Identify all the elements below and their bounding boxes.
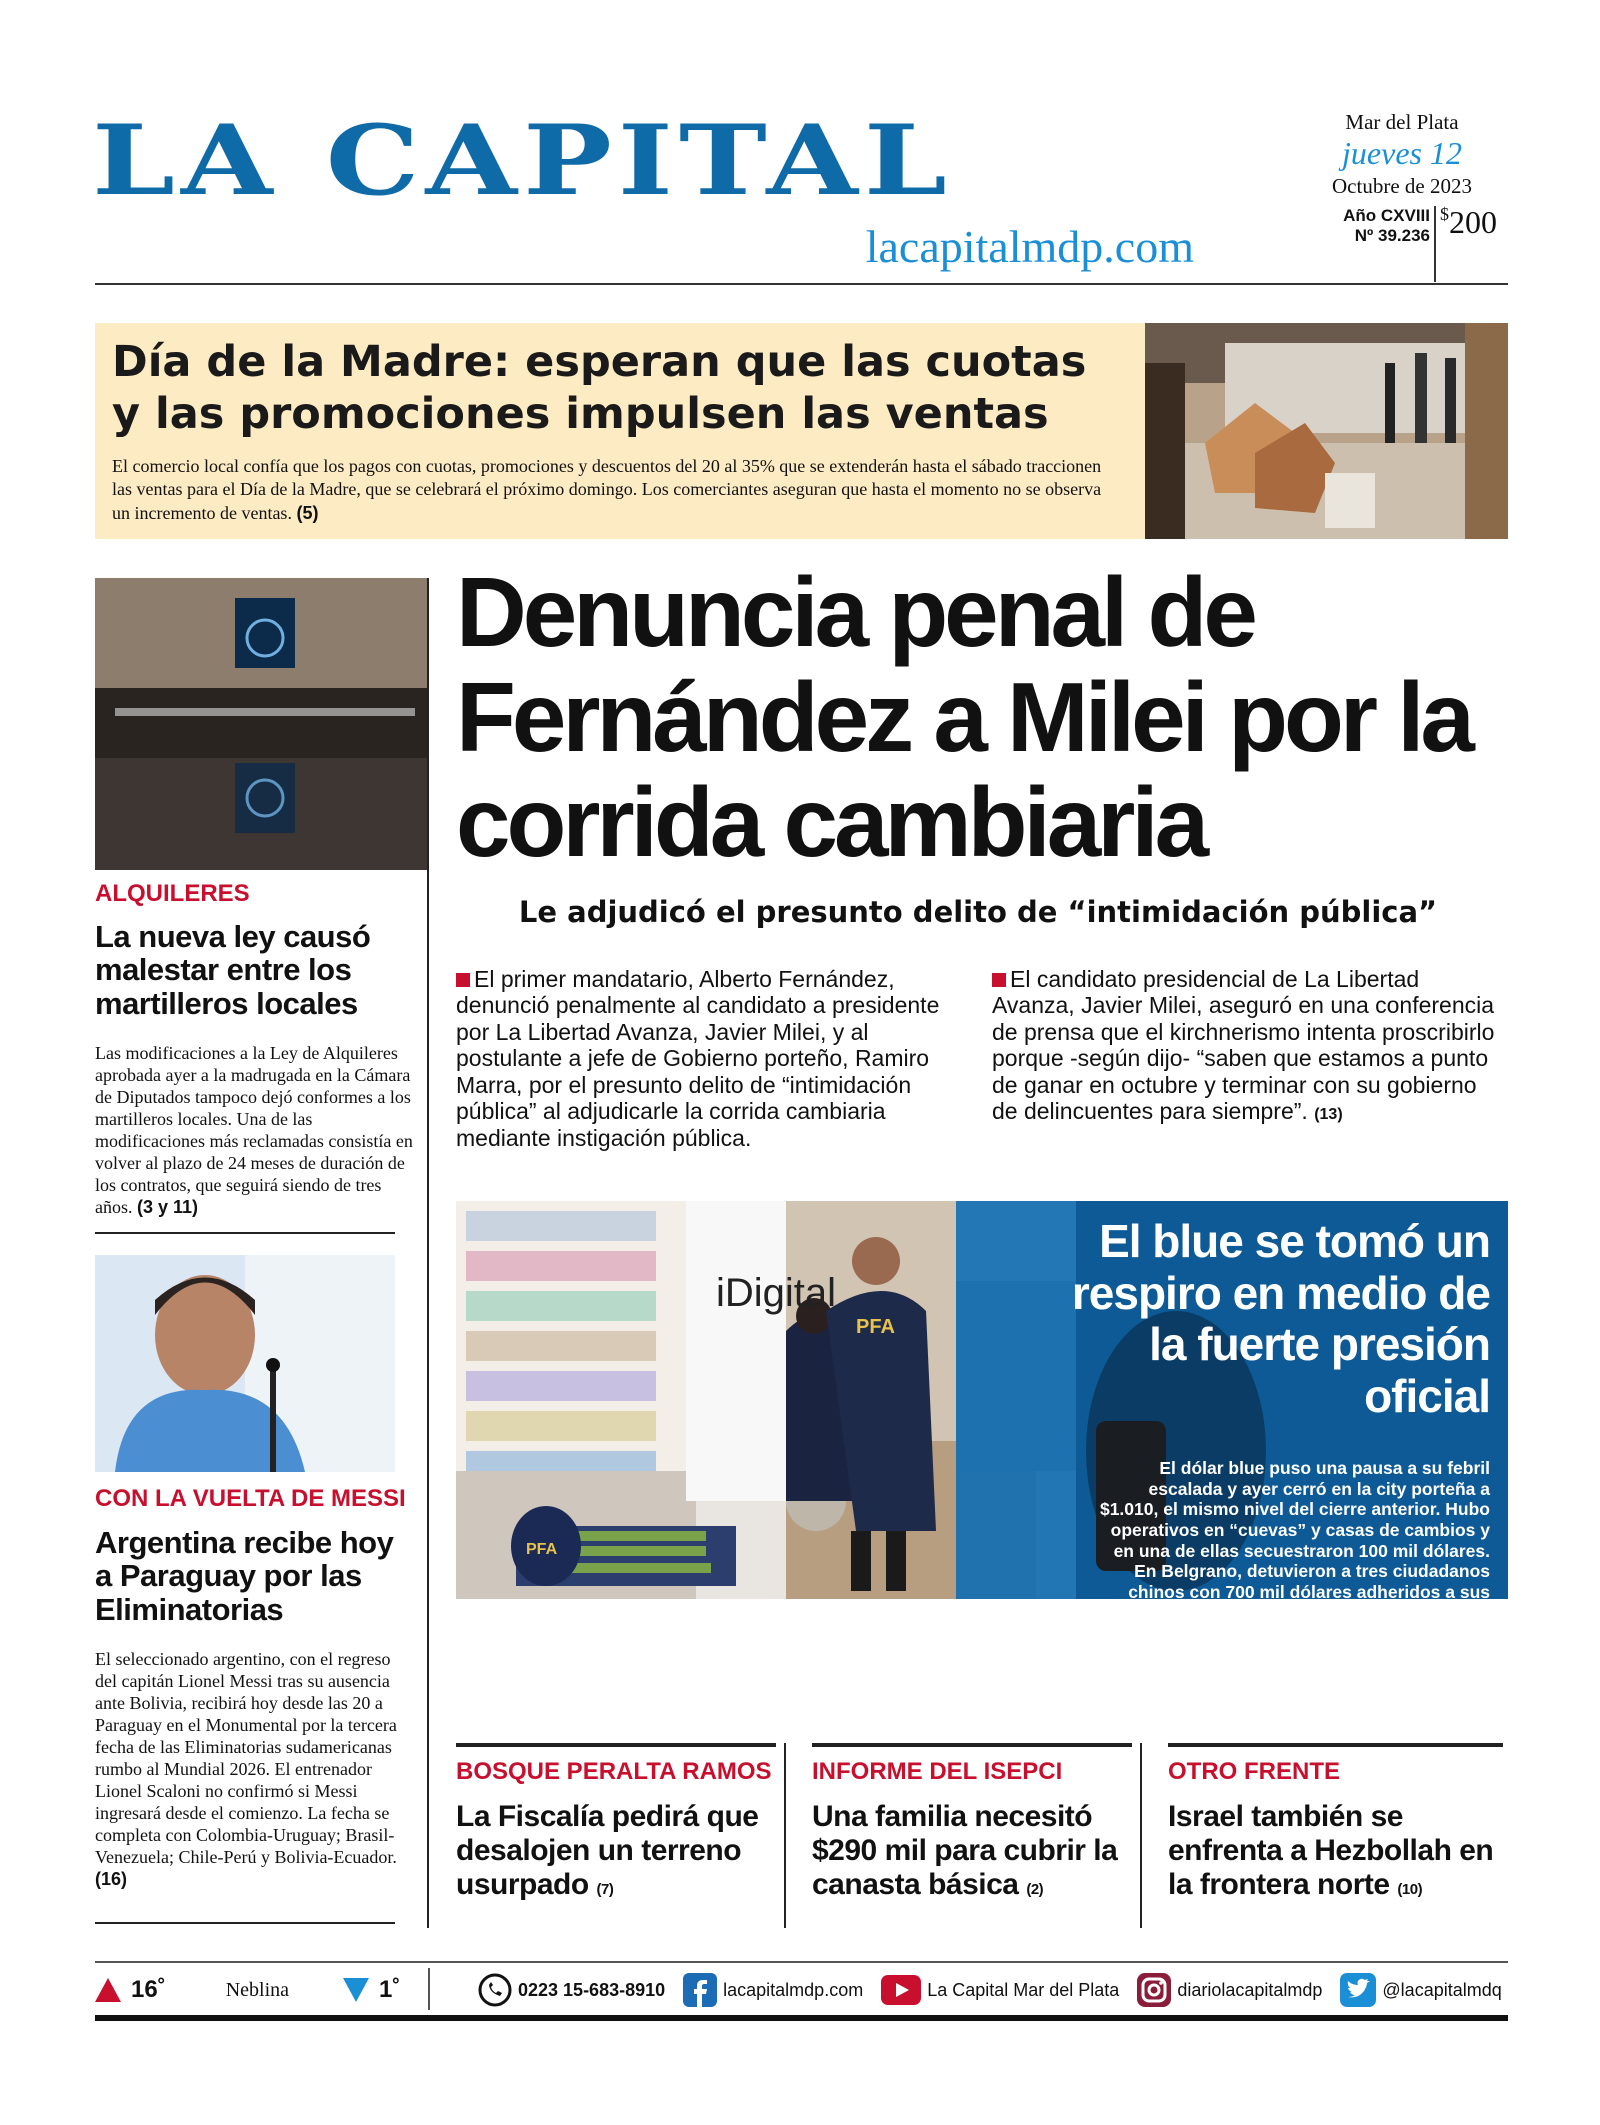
- day: jueves 12: [1342, 135, 1462, 172]
- twitter-handle: @lacapitalmdq: [1382, 1979, 1502, 2000]
- year-label: Año CXVIII: [1343, 206, 1430, 225]
- footer-bottom-rule: [95, 2015, 1508, 2021]
- social-links: [478, 1972, 1502, 2008]
- main-col-2-text: El candidato presidencial de La Libertad Avanza, Javier Milei, aseguró en una conferencia de prensa que el kirchnerismo intenta proscribirlo porque -según dijo- “saben que estamos a punto de ganar en octubre y terminar con su gobierno de delincuentes para siempre”.: [992, 966, 1495, 1125]
- bottom-divider-1: [784, 1743, 786, 1928]
- body-argentina: El seleccionado argentino, con el regreso del capitán Lionel Messi tras su ausencia ante Bolivia, recibirá hoy desde las 20 a Paraguay en el Monumental por la tercera fecha de las Eliminatorias sudamericanas rumbo al Mundial 2026. El entrenador Lionel Scaloni no confirmó si Messi ingresará desde el comienzo. La fecha se completa con Colombia-Uruguay; Brasil-Venezuela; Chile-Perú y Bolivia-Ecuador.: [95, 1649, 397, 1867]
- main-subhead: Le adjudicó el presunto delito de “intimidación pública”: [518, 895, 1438, 929]
- headline-alquileres[interactable]: La nueva ley causó malestar entre los martilleros locales: [95, 919, 371, 1021]
- promo-ref: (5): [296, 502, 319, 523]
- masthead-logo: LA CAPITAL: [92, 102, 953, 217]
- bottom-rule-3: [1168, 1743, 1503, 1747]
- twitter-link[interactable]: [1340, 1973, 1501, 2007]
- main-col-1-text: El primer mandatario, Alberto Fernández, denunció penalmente al candidato a presidente por La Libertad Avanza, Javier Milei, y al postulante a jefe de Gobierno porteño, Ramiro Marra, por el presunto delito de “intimidación pública” al adjudicarle la corrida cambiaria mediante instigación pública.: [456, 966, 940, 1151]
- price-symbol: $: [1440, 204, 1449, 224]
- masthead-rule: [95, 283, 1508, 285]
- promo-body: El comercio local confía que los pagos con cuotas, promociones y descuentos del 20 al 35% que se extenderán hasta el sábado traccionen las ventas para el Día de la Madre, que se celebrará el próximo domingo. Los comerciantes aseguran que hasta el momento no se observa un incremento de ventas.: [112, 456, 1102, 523]
- promo-headline[interactable]: Día de la Madre: esperan que las cuotas y las promociones impulsen las ventas: [112, 337, 1087, 439]
- ref-argentina: (16): [95, 1868, 128, 1889]
- temp-min: 1˚: [379, 1976, 401, 2003]
- pfa-sign: PFA: [526, 1541, 558, 1558]
- main-col-1: [456, 966, 976, 1151]
- whatsapp-number: 0223 15-683-8910: [518, 1979, 666, 2000]
- headline-israel: [1168, 1800, 1503, 1903]
- promo-text: [112, 455, 1112, 525]
- bottom-rule-1: [456, 1743, 776, 1747]
- feature-body: El dólar blue puso una pausa a su febril escalada y ayer cerró en la city porteña a $1.010, el mismo nivel del cierre anterior. Hubo operativos en “cuevas” y casas de cambios y en una de ellas secuestraron 100 mil dólares. En Belgrano, detuvieron a tres ciudadanos chinos con 700 mil dólares adheridos a sus cuerpos.: [1099, 1458, 1490, 1623]
- weather: [95, 1972, 400, 2008]
- temp-down-icon: [343, 1978, 369, 2002]
- left-rule-1: [95, 1232, 395, 1234]
- column-divider: [427, 578, 429, 1928]
- price-value: 200: [1449, 204, 1497, 240]
- footer-top-rule: [95, 1961, 1508, 1963]
- youtube-icon: [881, 1975, 921, 2005]
- ref-bosque: (7): [596, 1881, 614, 1899]
- bullet-square: [456, 973, 470, 987]
- body-alquileres: Las modificaciones a la Ley de Alquileres aprobada ayer a la madrugada en la Cámara de Diputados tampoco dejó conformes a los martilleros locales. Una de las modificaciones más reclamadas consistía en volver al plazo de 24 meses de duración de los contratos, que seguirá siendo de tres años.: [95, 1043, 413, 1217]
- scaloni-photo: [95, 1255, 395, 1472]
- text-alquileres: [95, 1043, 415, 1219]
- ref-israel: (10): [1397, 1881, 1423, 1899]
- city: Mar del Plata: [1345, 110, 1459, 134]
- bullet-square: [992, 973, 1006, 987]
- site-url[interactable]: lacapitalmdp.com: [865, 221, 1194, 272]
- kicker-isepci: INFORME DEL ISEPCI: [812, 1758, 1063, 1785]
- facebook-handle: lacapitalmdp.com: [723, 1979, 864, 2000]
- bottom-story-1[interactable]: [456, 1758, 776, 1903]
- footer-divider: [428, 1968, 430, 2010]
- kicker-messi: CON LA VUELTA DE MESSI: [95, 1485, 406, 1512]
- date-block: [1312, 108, 1492, 200]
- weather-condition: Neblina: [225, 1978, 289, 2001]
- feature-ref: (12): [1458, 1602, 1490, 1623]
- ref-alquileres: (3 y 11): [137, 1196, 199, 1217]
- main-col-2-ref: (13): [1314, 1106, 1343, 1124]
- whatsapp-link[interactable]: [478, 1973, 665, 2007]
- text-argentina: [95, 1649, 415, 1890]
- bottom-divider-2: [1140, 1743, 1142, 1928]
- youtube-link[interactable]: [881, 1975, 1119, 2005]
- headline-isepci-text: Una familia necesitó $290 mil para cubrir la canasta básica: [812, 1800, 1118, 1902]
- promo-photo: [1145, 323, 1508, 539]
- ref-isepci: (2): [1026, 1881, 1044, 1899]
- congress-photo: [95, 578, 427, 870]
- kicker-otro-frente: OTRO FRENTE: [1168, 1758, 1340, 1785]
- feature-headline[interactable]: El blue se tomó un respiro en medio de la fuerte presión oficial: [1071, 1215, 1490, 1422]
- headline-israel-text: Israel también se enfrenta a Hezbollah en la frontera norte: [1168, 1800, 1494, 1902]
- bottom-rule-2: [812, 1743, 1132, 1747]
- temp-up-icon: [95, 1978, 121, 2002]
- whatsapp-icon: [478, 1973, 512, 2007]
- issue-number: Nº 39.236: [1354, 226, 1430, 246]
- headline-argentina[interactable]: Argentina recibe hoy a Paraguay por las Eliminatorias: [95, 1525, 394, 1627]
- headline-isepci: [812, 1800, 1132, 1903]
- facebook-link[interactable]: [683, 1973, 863, 2007]
- instagram-icon: [1137, 1973, 1171, 2007]
- edition-info: [1326, 206, 1430, 247]
- masthead-divider: [1434, 206, 1436, 282]
- bottom-story-3[interactable]: [1168, 1758, 1503, 1903]
- youtube-channel: La Capital Mar del Plata: [927, 1979, 1120, 2000]
- kicker-alquileres: ALQUILERES: [95, 880, 250, 907]
- bottom-story-2[interactable]: [812, 1758, 1132, 1903]
- kicker-bosque: BOSQUE PERALTA RAMOS: [456, 1758, 772, 1785]
- main-headline[interactable]: Denuncia penal de Fernández a Milei por la corrida cambiaria: [456, 557, 1471, 877]
- instagram-link[interactable]: [1137, 1973, 1322, 2007]
- main-col-2: [992, 966, 1502, 1125]
- twitter-icon: [1340, 1973, 1376, 2007]
- temp-max: 16˚: [131, 1976, 166, 2003]
- feature-text: [1090, 1458, 1490, 1623]
- left-rule-2: [95, 1922, 395, 1924]
- facebook-icon: [683, 1973, 717, 2007]
- price: [1440, 204, 1497, 241]
- headline-bosque: [456, 1800, 776, 1903]
- instagram-handle: diariolacapitalmdp: [1177, 1979, 1323, 2000]
- vest-label: PFA: [856, 1316, 895, 1338]
- headline-bosque-text: La Fiscalía pedirá que desalojen un terreno usurpado: [456, 1800, 759, 1902]
- store-sign: iDigital: [716, 1271, 837, 1315]
- month-year: Octubre de 2023: [1332, 173, 1472, 198]
